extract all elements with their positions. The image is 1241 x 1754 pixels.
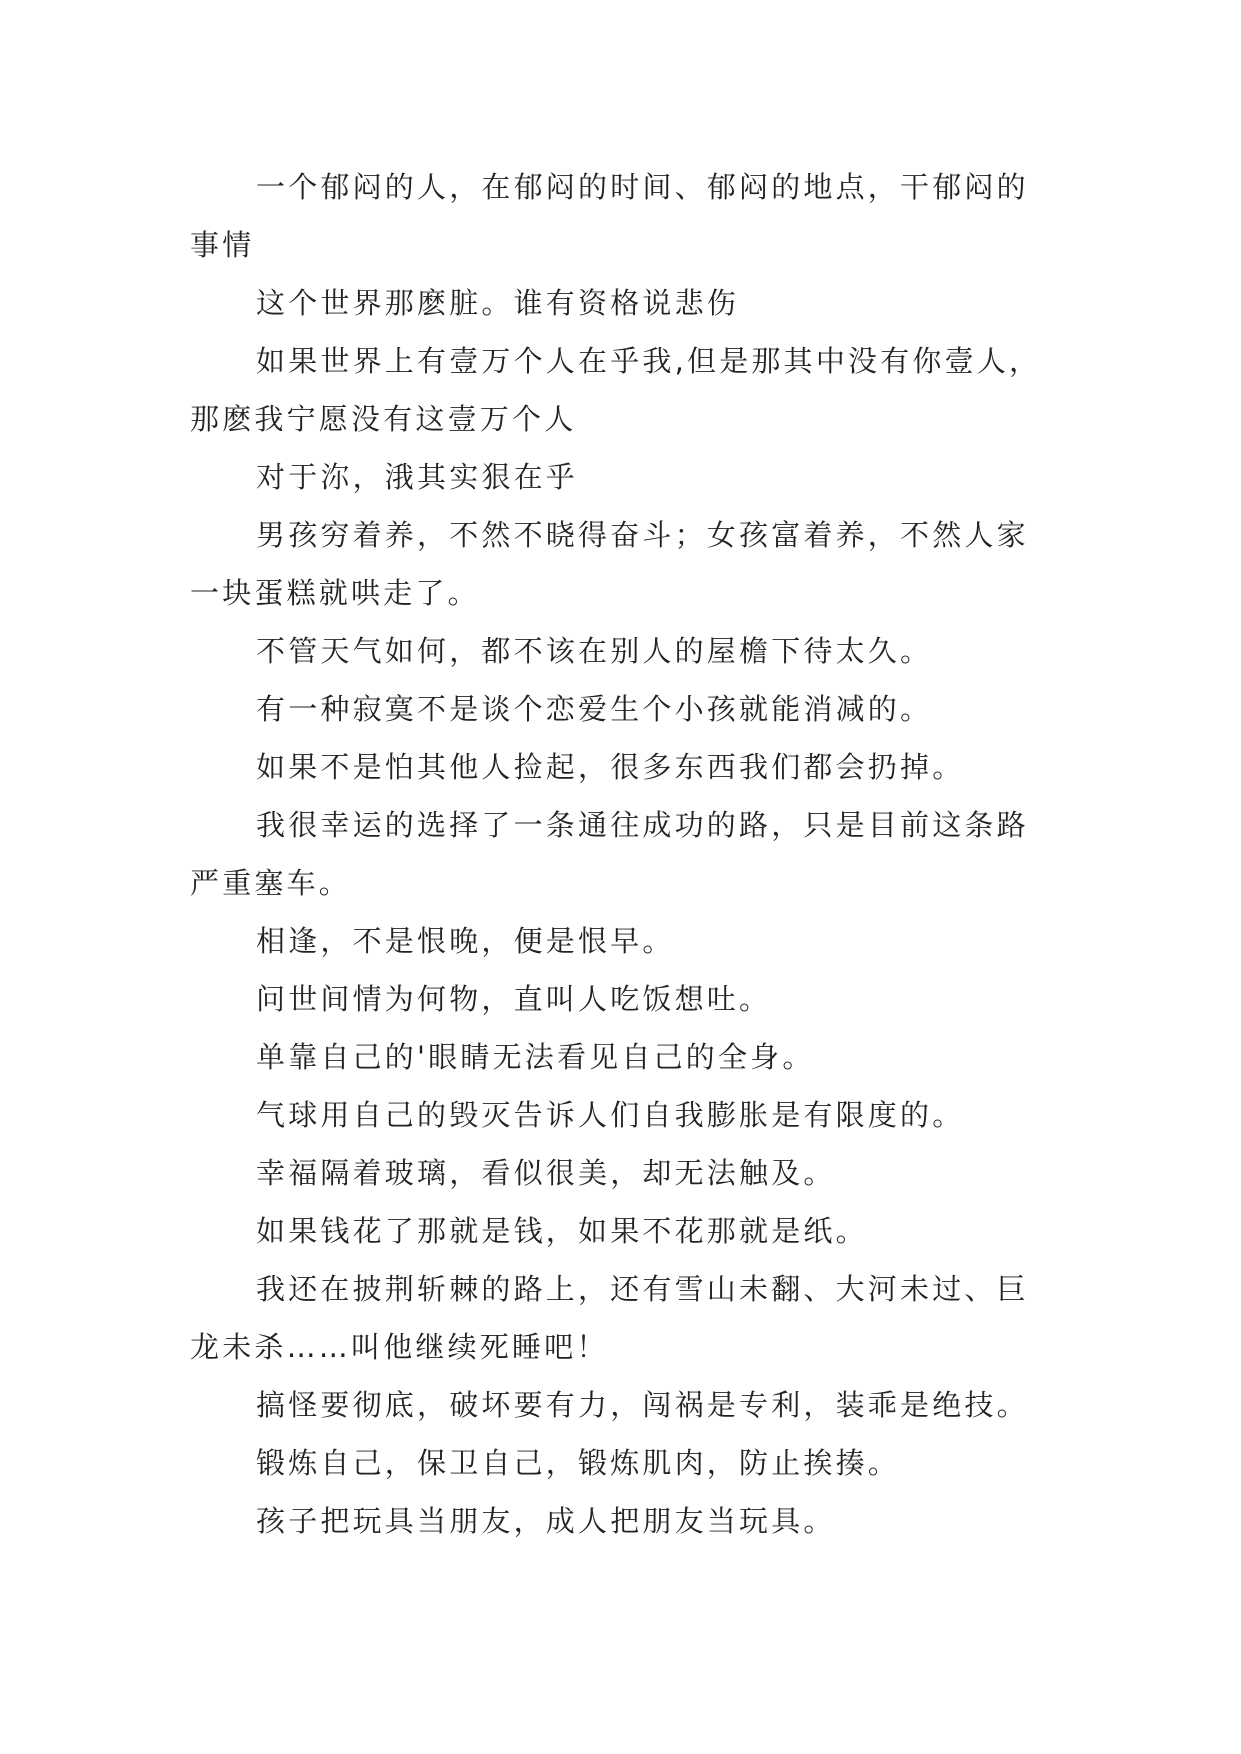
paragraph-18: 锻炼自己，保卫自己，锻炼肌肉，防止挨揍。 — [256, 1446, 901, 1480]
paragraph-8: 如果不是怕其他人捡起，很多东西我们都会扔掉。 — [256, 750, 965, 784]
paragraph-7: 有一种寂寞不是谈个恋爱生个小孩就能消减的。 — [256, 692, 933, 726]
paragraph-6: 不管天气如何，都不该在别人的屋檐下待太久。 — [256, 634, 933, 668]
document-body — [190, 158, 1060, 1550]
paragraph-13: 气球用自己的毁灭告诉人们自我膨胀是有限度的。 — [256, 1098, 965, 1132]
paragraph-16: 我还在披荆斩棘的路上，还有雪山未翻、大河未过、巨龙未杀……叫他继续死睡吧！ — [190, 1272, 1029, 1364]
paragraph-12: 单靠自己的'眼睛无法看见自己的全身。 — [256, 1040, 815, 1074]
paragraph-15: 如果钱花了那就是钱，如果不花那就是纸。 — [256, 1214, 868, 1248]
paragraph-11: 问世间情为何物，直叫人吃饭想吐。 — [256, 982, 772, 1016]
paragraph-10: 相逢，不是恨晚，便是恨早。 — [256, 924, 675, 958]
paragraph-4: 对于沵，涐其实狠在乎 — [256, 460, 579, 494]
paragraph-19: 孩子把玩具当朋友，成人把朋友当玩具。 — [256, 1504, 836, 1538]
paragraph-2: 这个世界那麽脏。谁有资格说悲伤 — [256, 286, 740, 320]
paragraph-14: 幸福隔着玻璃，看似很美，却无法触及。 — [256, 1156, 836, 1190]
paragraph-3: 如果世界上有壹万个人在乎我,但是那其中没有你壹人，那麽我宁愿没有这壹万个人 — [190, 344, 1042, 436]
paragraph-9: 我很幸运的选择了一条通往成功的路，只是目前这条路严重塞车。 — [190, 808, 1029, 900]
paragraph-1: 一个郁闷的人，在郁闷的时间、郁闷的地点，干郁闷的事情 — [190, 170, 1029, 262]
paragraph-5: 男孩穷着养，不然不晓得奋斗；女孩富着养，不然人家一块蛋糕就哄走了。 — [190, 518, 1029, 610]
paragraph-17: 搞怪要彻底，破坏要有力，闯祸是专利，装乖是绝技。 — [256, 1388, 1029, 1422]
